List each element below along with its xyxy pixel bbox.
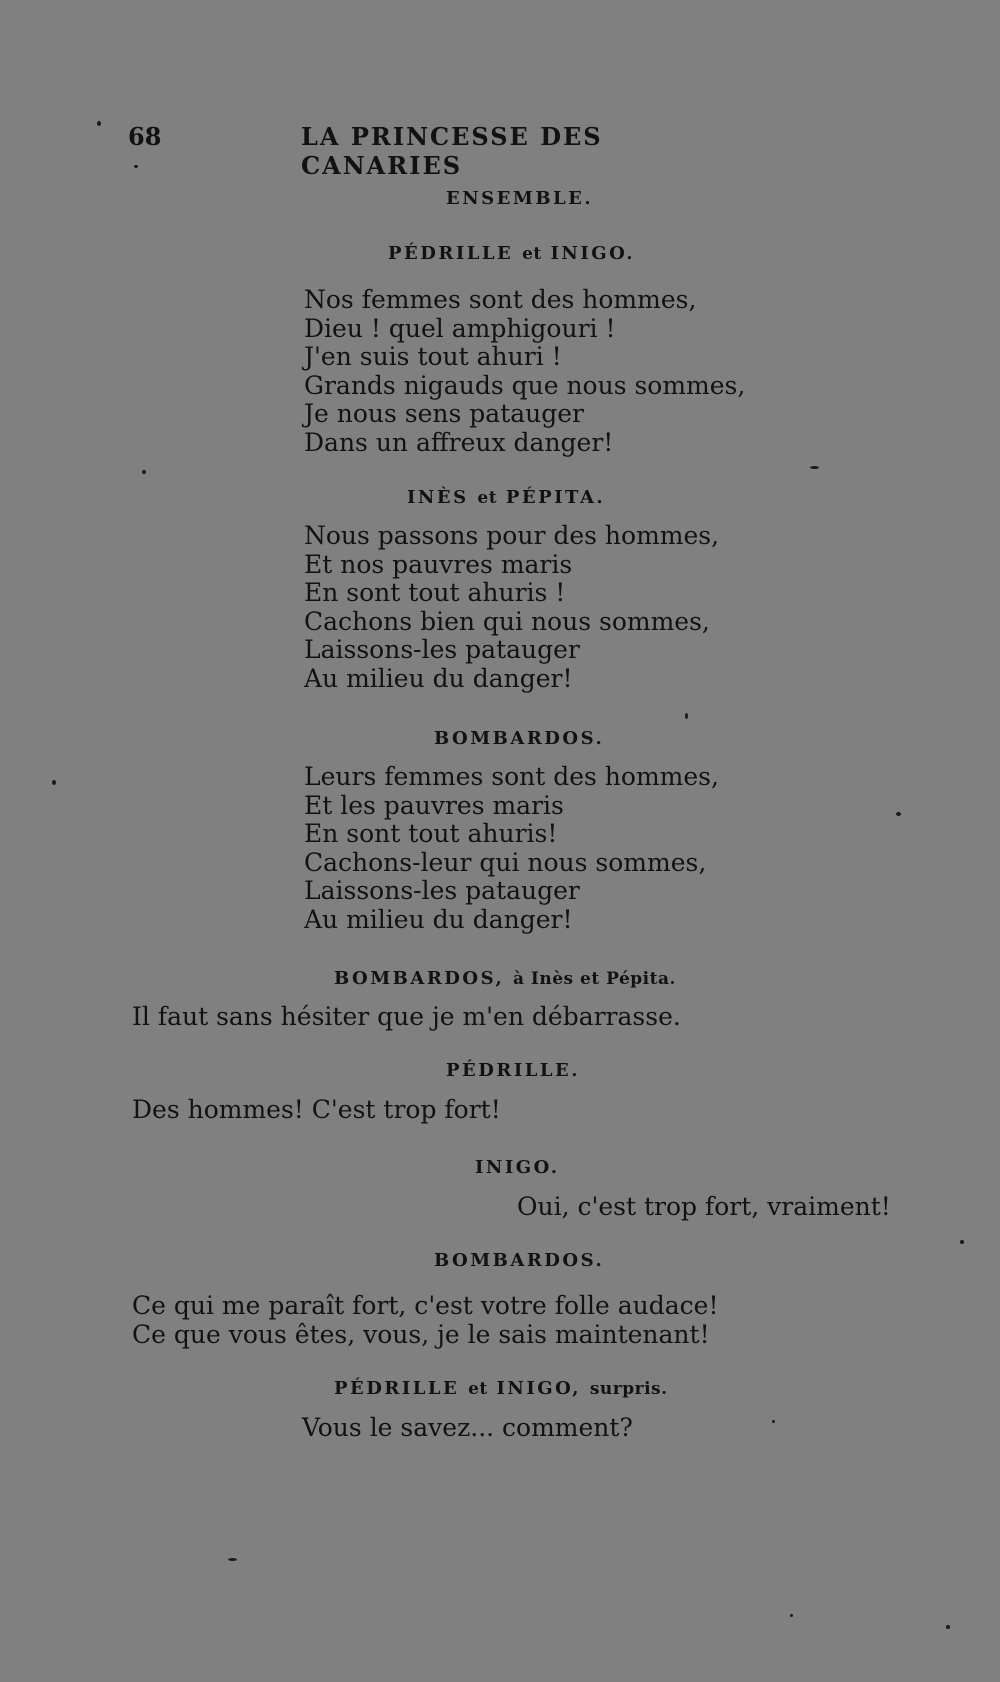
dialogue-line-pedrille-inigo xyxy=(302,1413,633,1442)
scan-speck xyxy=(790,1614,793,1617)
page-number: 68 xyxy=(128,122,162,151)
verse-line: Au milieu du danger! xyxy=(304,663,573,693)
running-title: LA PRINCESSE DES CANARIES xyxy=(301,122,603,180)
speaker-name: PÉDRILLE xyxy=(334,1378,460,1399)
verse-line: Nous passons pour des hommes, xyxy=(304,521,720,550)
dialogue-text: Il faut sans hésiter que je m'en débarrasse. xyxy=(132,1002,681,1031)
scan-speck xyxy=(960,1240,964,1244)
dialogue-text: Ce que vous êtes, vous, je le sais maintenant! xyxy=(132,1320,710,1349)
verse-line: Cachons-leur qui nous sommes, xyxy=(304,847,707,877)
scan-speck xyxy=(685,713,688,719)
verse-line: En sont tout ahuris ! xyxy=(304,578,566,608)
page-header xyxy=(128,122,732,180)
speaker-name-2: INIGO, xyxy=(496,1378,582,1399)
speaker-pedrille-inigo xyxy=(388,243,635,264)
verse-stanza-1 xyxy=(304,286,745,458)
speaker-name-2: INIGO. xyxy=(550,243,636,264)
speaker-name: BOMBARDOS, xyxy=(334,968,505,989)
scan-speck xyxy=(228,1558,237,1561)
verse-line: Laissons-les patauger xyxy=(304,635,580,665)
verse-line: Grands nigauds que nous sommes, xyxy=(304,370,746,400)
speaker-conjunction: et xyxy=(522,244,542,264)
scan-speck xyxy=(134,165,138,168)
verse-line: Et les pauvres maris xyxy=(304,790,564,820)
verse-line: Nos femmes sont des hommes, xyxy=(304,285,697,314)
scan-speck xyxy=(946,1625,950,1629)
dialogue-line-bombardos xyxy=(132,1002,681,1031)
scan-speck xyxy=(52,780,56,785)
stage-direction: surpris. xyxy=(589,1379,668,1399)
scan-speck xyxy=(896,812,901,816)
verse-line: Je nous sens patauger xyxy=(304,399,585,429)
speaker-conjunction: et xyxy=(477,488,498,508)
verse-line: Leurs femmes sont des hommes, xyxy=(304,762,719,791)
verse-line: Laissons-les patauger xyxy=(304,876,580,906)
speaker-name: PÉDRILLE xyxy=(388,243,514,264)
verse-stanza-2 xyxy=(304,522,719,694)
section-heading-ensemble: ENSEMBLE. xyxy=(446,188,594,209)
speaker-name: INÈS xyxy=(407,487,469,508)
verse-line: Au milieu du danger! xyxy=(304,904,573,934)
verse-line: Dieu ! quel amphigouri ! xyxy=(304,313,616,343)
dialogue-text: Vous le savez... comment? xyxy=(302,1413,633,1442)
dialogue-lines-bombardos xyxy=(132,1291,719,1349)
speaker-bombardos-aside xyxy=(334,968,676,989)
scan-speck xyxy=(772,1420,775,1423)
verse-stanza-3 xyxy=(304,763,719,935)
dialogue-text: Des hommes! C'est trop fort! xyxy=(132,1095,501,1124)
verse-line: Cachons bien qui nous sommes, xyxy=(304,606,710,636)
verse-line: J'en suis tout ahuri ! xyxy=(304,342,562,372)
dialogue-line-inigo xyxy=(517,1192,891,1221)
scan-speck xyxy=(142,470,146,474)
speaker-bombardos-2: BOMBARDOS. xyxy=(434,1250,605,1271)
speaker-bombardos: BOMBARDOS. xyxy=(434,728,605,749)
verse-line: Dans un affreux danger! xyxy=(304,427,614,457)
verse-line: En sont tout ahuris! xyxy=(304,819,558,849)
speaker-ines-pepita xyxy=(407,487,605,508)
speaker-pedrille-inigo-surpris xyxy=(334,1378,668,1399)
verse-line: Et nos pauvres maris xyxy=(304,549,573,579)
speaker-pedrille: PÉDRILLE. xyxy=(446,1060,581,1081)
dialogue-text: Oui, c'est trop fort, vraiment! xyxy=(517,1192,891,1221)
stage-direction: à Inès et Pépita. xyxy=(513,969,676,989)
speaker-name-2: PÉPITA. xyxy=(505,487,606,508)
speaker-conjunction: et xyxy=(468,1379,488,1399)
scan-speck xyxy=(97,121,101,126)
speaker-inigo: INIGO. xyxy=(475,1157,560,1178)
scan-speck xyxy=(810,466,819,469)
dialogue-line-pedrille xyxy=(132,1095,501,1124)
dialogue-text: Ce qui me paraît fort, c'est votre folle audace! xyxy=(132,1291,719,1320)
